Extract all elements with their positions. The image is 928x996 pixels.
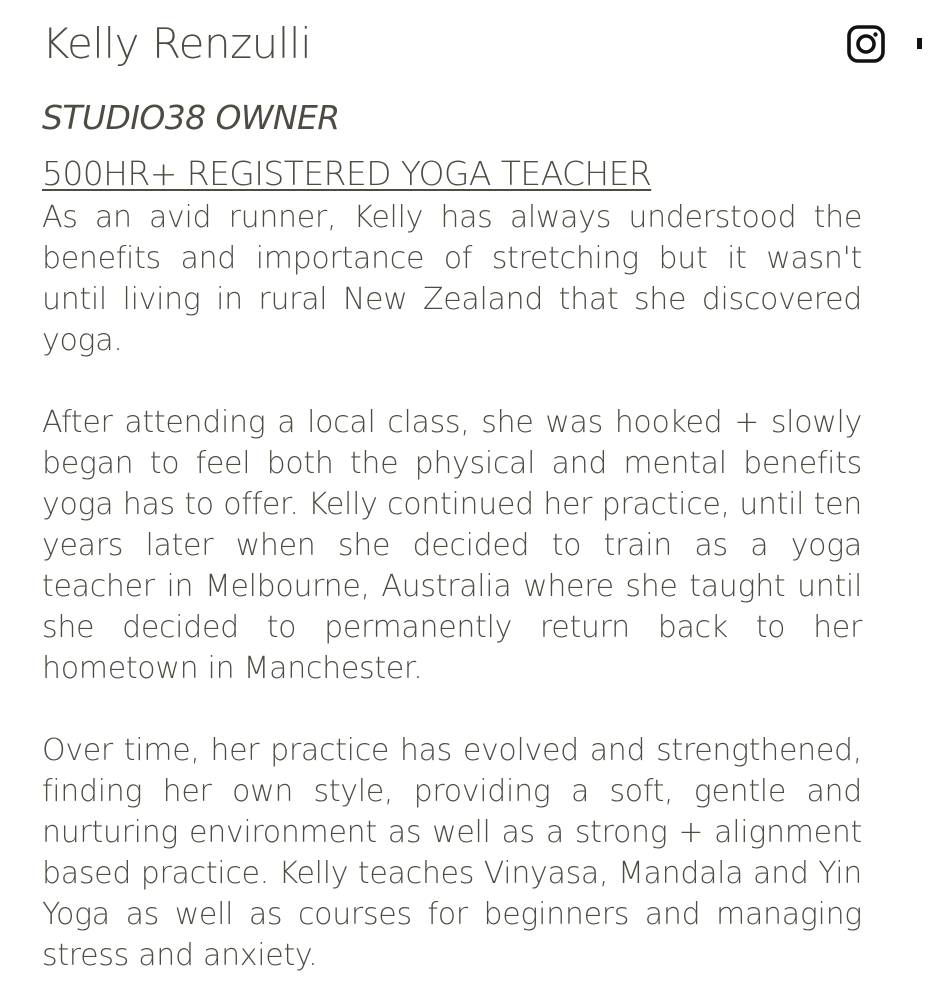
bio-paragraph: As an avid runner, Kelly has always understood the benefits and importance of stretching but it wasn't until living in rural New Zealand that she discovered yoga. — [42, 200, 862, 358]
page-title: Kelly Renzulli — [42, 19, 312, 68]
bio — [42, 197, 862, 976]
instagram-link[interactable] — [846, 24, 886, 64]
social-bar — [846, 24, 928, 64]
instagram-icon — [846, 24, 886, 64]
next-icon[interactable] — [917, 38, 922, 49]
role-teacher: 500HR+ REGISTERED YOGA TEACHER — [42, 154, 652, 193]
bio-paragraph: Over time, her practice has evolved and strengthened, finding her own style, providing a soft, gentle and nurturing environment as well as a strong + alignment based practice. Kelly teaches Vinyasa, Mandala and Yin Yoga as well as courses for beginners and managing stress and anxiety. — [42, 733, 862, 973]
role-owner: STUDIO38 OWNER — [42, 98, 340, 137]
bio-paragraph: After attending a local class, she was hooked + slowly began to feel both the physical and mental benefits yoga has to offer. Kelly continued her practice, until ten years later when she decided to train as a yoga teacher in Melbourne, Australia where she taught until she decided to permanently return back to her hometown in Manchester. — [42, 405, 862, 686]
